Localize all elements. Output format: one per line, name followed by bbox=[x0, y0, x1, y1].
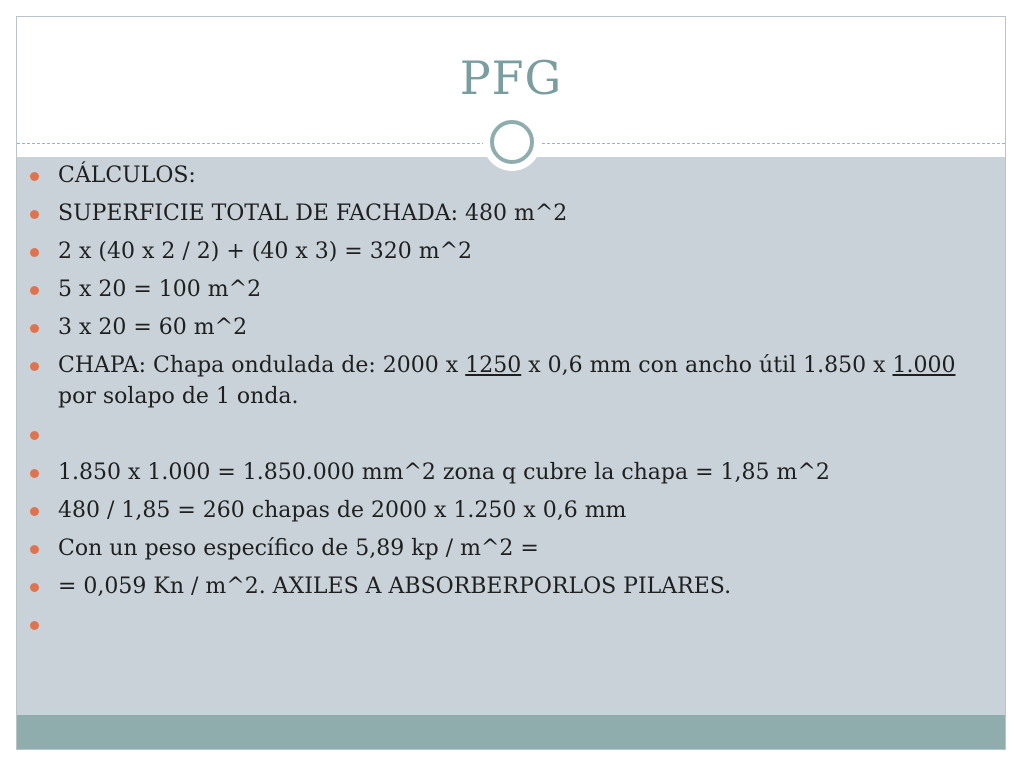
list-item bbox=[28, 236, 968, 267]
bullet-text-part: x 0,6 mm con ancho útil 1.850 x bbox=[521, 353, 893, 378]
bullet-icon bbox=[30, 583, 39, 592]
list-item bbox=[28, 312, 968, 343]
list-item bbox=[28, 198, 968, 229]
bullet-icon bbox=[30, 362, 39, 371]
list-item-empty bbox=[28, 609, 968, 640]
bullet-icon bbox=[30, 621, 39, 630]
bullet-text: 3 x 20 = 60 m^2 bbox=[58, 315, 248, 340]
bullet-text: 480 / 1,85 = 260 chapas de 2000 x 1.250 x 0,6 mm bbox=[58, 498, 627, 523]
bullet-text-part: por solapo de 1 onda. bbox=[58, 384, 299, 409]
list-item bbox=[28, 350, 968, 412]
footer-band bbox=[17, 715, 1005, 749]
bullet-icon bbox=[30, 324, 39, 333]
list-item bbox=[28, 495, 968, 526]
list-item bbox=[28, 571, 968, 602]
bullet-text: 1.850 x 1.000 = 1.850.000 mm^2 zona q cubre la chapa = 1,85 m^2 bbox=[58, 460, 830, 485]
bullet-text: SUPERFICIE TOTAL DE FACHADA: 480 m^2 bbox=[58, 201, 568, 226]
list-item-empty bbox=[28, 419, 968, 450]
bullet-icon bbox=[30, 210, 39, 219]
underlined-value: 1250 bbox=[465, 353, 522, 378]
bullet-icon bbox=[30, 507, 39, 516]
list-item bbox=[28, 533, 968, 564]
bullet-icon bbox=[30, 248, 39, 257]
bullet-text: Con un peso específico de 5,89 kp / m^2 = bbox=[58, 536, 539, 561]
slide-title: PFG bbox=[459, 51, 563, 105]
bullet-text-part: CHAPA: Chapa ondulada de: 2000 x bbox=[58, 353, 466, 378]
bullet-icon bbox=[30, 286, 39, 295]
circle-ornament-icon bbox=[483, 113, 541, 171]
bullet-list bbox=[28, 160, 968, 647]
bullet-text: 5 x 20 = 100 m^2 bbox=[58, 277, 262, 302]
list-item bbox=[28, 274, 968, 305]
bullet-text: 2 x (40 x 2 / 2) + (40 x 3) = 320 m^2 bbox=[58, 239, 473, 264]
bullet-icon bbox=[30, 545, 39, 554]
bullet-text: CÁLCULOS: bbox=[58, 163, 196, 188]
list-item bbox=[28, 457, 968, 488]
bullet-text: = 0,059 Kn / m^2. AXILES A ABSORBERPORLOS PILARES. bbox=[58, 574, 732, 599]
underlined-value: 1.000 bbox=[892, 353, 956, 378]
bullet-icon bbox=[30, 172, 39, 181]
circle-ornament-inner bbox=[490, 120, 534, 164]
bullet-icon bbox=[30, 469, 39, 478]
bullet-icon bbox=[30, 431, 39, 440]
